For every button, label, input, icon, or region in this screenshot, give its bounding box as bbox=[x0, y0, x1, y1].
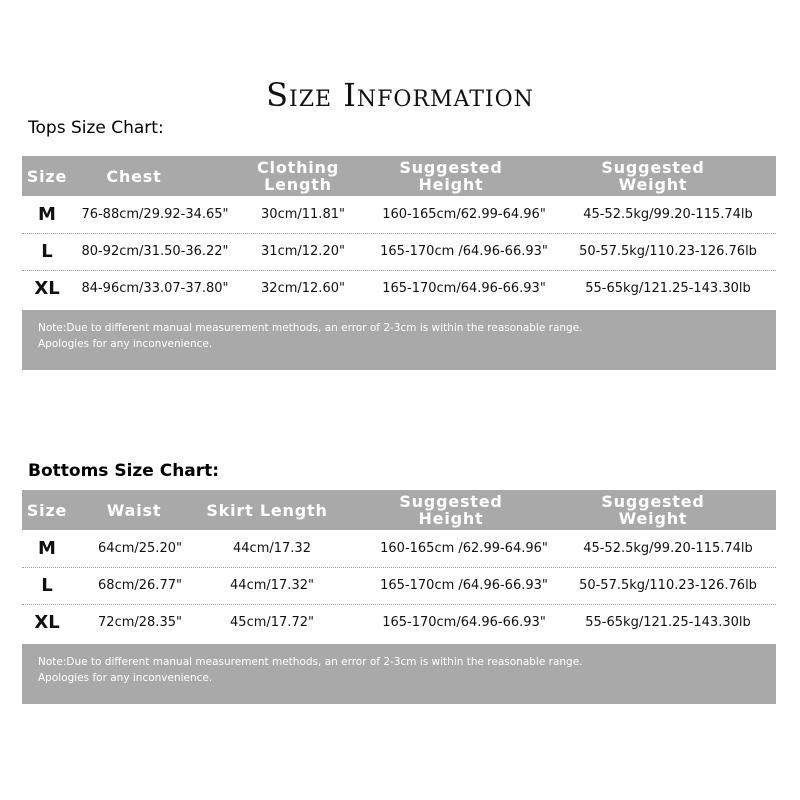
header-chest: Chest bbox=[106, 166, 162, 186]
length-cell: 30cm/11.81" bbox=[261, 207, 345, 222]
note-text: Apologies for any inconvenience. bbox=[38, 338, 213, 350]
header-size: Size bbox=[26, 500, 68, 520]
header-skirt-length: Skirt Length bbox=[206, 500, 328, 520]
length-cell: 32cm/12.60" bbox=[261, 281, 345, 296]
weight-cell: 50-57.5kg/110.23-126.76lb bbox=[579, 578, 757, 593]
height-cell: 165-170cm/64.96-66.93" bbox=[382, 615, 546, 630]
note-text: Note:Due to different manual measurement methods, an error of 2-3cm is within the reasonable range. bbox=[38, 656, 583, 668]
table-row bbox=[22, 270, 776, 307]
weight-cell: 45-52.5kg/99.20-115.74lb bbox=[583, 541, 753, 556]
note-text: Apologies for any inconvenience. bbox=[38, 672, 213, 684]
weight-cell: 50-57.5kg/110.23-126.76lb bbox=[579, 244, 757, 259]
height-cell: 165-170cm /64.96-66.93" bbox=[380, 244, 548, 259]
chest-cell: 80-92cm/31.50-36.22" bbox=[81, 244, 229, 259]
height-cell: 160-165cm/62.99-64.96" bbox=[382, 207, 546, 222]
table-row bbox=[22, 530, 776, 568]
bottoms-header-bar bbox=[22, 490, 776, 530]
table-row bbox=[22, 604, 776, 641]
size-cell: XL bbox=[34, 612, 60, 633]
length-cell: 31cm/12.20" bbox=[261, 244, 345, 259]
chest-cell: 76-88cm/29.92-34.65" bbox=[81, 207, 229, 222]
skirt-length-cell: 44cm/17.32" bbox=[230, 578, 314, 593]
tops-note-box bbox=[22, 310, 776, 370]
table-row bbox=[22, 233, 776, 271]
height-cell: 165-170cm/64.96-66.93" bbox=[382, 281, 546, 296]
header-waist: Waist bbox=[106, 500, 162, 520]
chest-cell: 84-96cm/33.07-37.80" bbox=[81, 281, 229, 296]
size-cell: XL bbox=[34, 278, 60, 299]
waist-cell: 72cm/28.35" bbox=[98, 615, 182, 630]
height-cell: 165-170cm /64.96-66.93" bbox=[380, 578, 548, 593]
size-cell: M bbox=[38, 538, 56, 559]
weight-cell: 55-65kg/121.25-143.30lb bbox=[585, 281, 751, 296]
tops-header-bar bbox=[22, 156, 776, 196]
weight-cell: 45-52.5kg/99.20-115.74lb bbox=[583, 207, 753, 222]
header-suggested-weight: Suggested Weight bbox=[601, 492, 705, 528]
skirt-length-cell: 45cm/17.72" bbox=[230, 615, 314, 630]
size-cell: M bbox=[38, 204, 56, 225]
note-text: Note:Due to different manual measurement methods, an error of 2-3cm is within the reasonable range. bbox=[38, 322, 583, 334]
skirt-length-cell: 44cm/17.32 bbox=[233, 541, 311, 556]
size-cell: L bbox=[41, 575, 53, 596]
weight-cell: 55-65kg/121.25-143.30lb bbox=[585, 615, 751, 630]
bottoms-section-label: Bottoms Size Chart: bbox=[28, 461, 220, 481]
tops-section-label: Tops Size Chart: bbox=[28, 118, 164, 138]
waist-cell: 68cm/26.77" bbox=[98, 578, 182, 593]
table-row bbox=[22, 196, 776, 234]
table-row bbox=[22, 567, 776, 605]
size-cell: L bbox=[41, 241, 53, 262]
header-size: Size bbox=[26, 166, 68, 186]
height-cell: 160-165cm /62.99-64.96" bbox=[380, 541, 548, 556]
bottoms-note-box bbox=[22, 644, 776, 704]
header-clothing-length: Clothing Length bbox=[257, 158, 339, 194]
header-suggested-height: Suggested Height bbox=[399, 492, 503, 528]
header-suggested-height: Suggested Height bbox=[399, 158, 503, 194]
page-title: Size Information bbox=[266, 76, 534, 114]
waist-cell: 64cm/25.20" bbox=[98, 541, 182, 556]
header-suggested-weight: Suggested Weight bbox=[601, 158, 705, 194]
